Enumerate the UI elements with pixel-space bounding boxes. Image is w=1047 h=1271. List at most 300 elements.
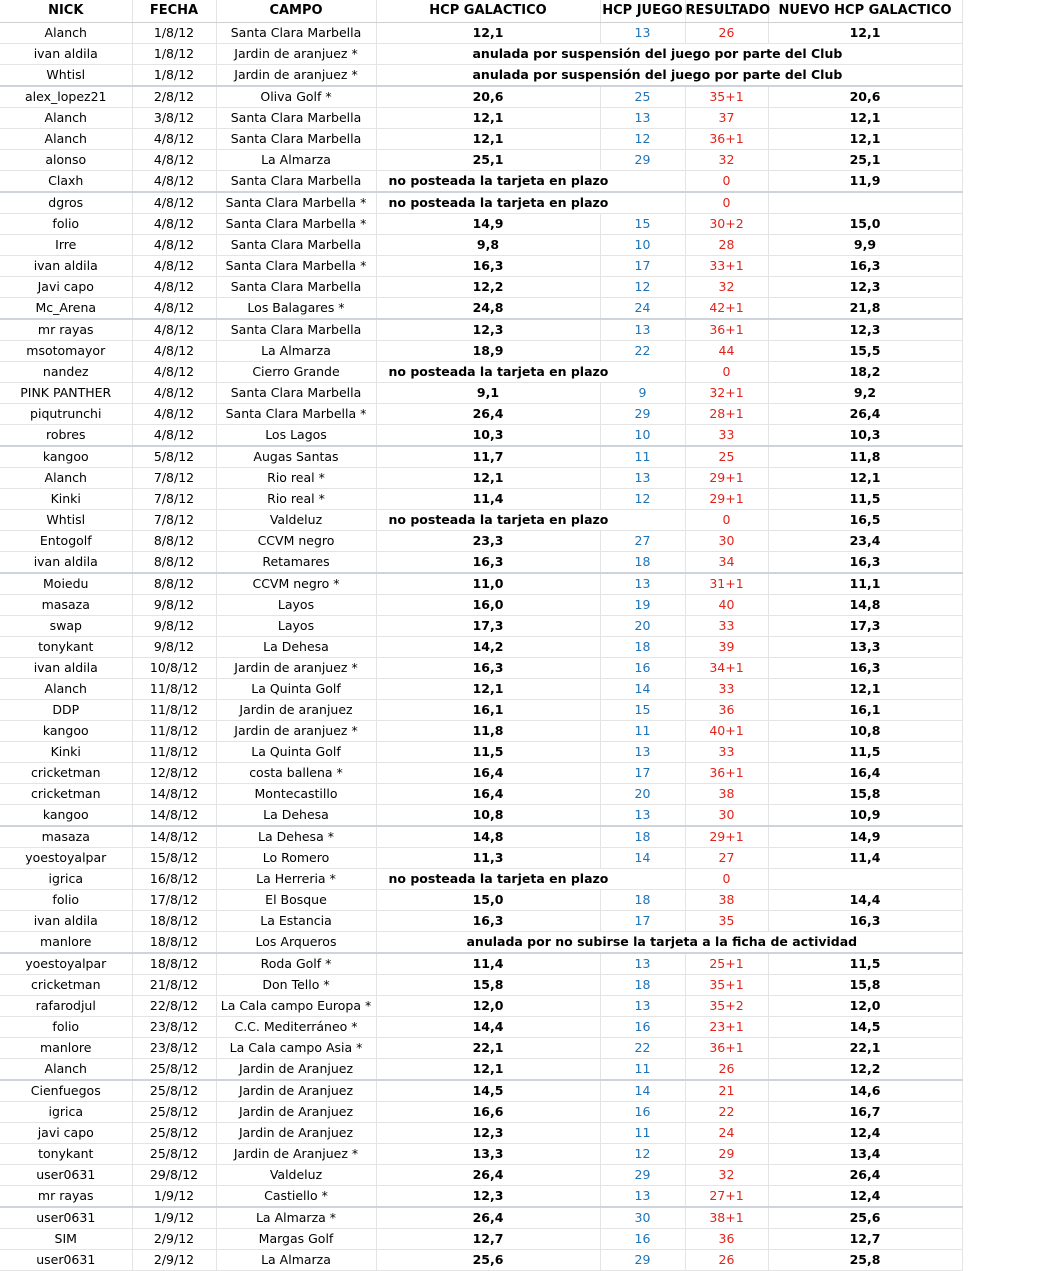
cell-nick: DDP [0, 700, 132, 721]
cell-resultado: 35+2 [685, 996, 768, 1017]
cell-hcp-galactico: 11,0 [376, 573, 600, 595]
cell-hcp-juego: 24 [600, 298, 685, 320]
cell-nuevo-hcp: 23,4 [768, 531, 962, 552]
cell-resultado: 29 [685, 1144, 768, 1165]
cell-campo: Santa Clara Marbella * [216, 192, 376, 214]
cell-hcp-galactico: 23,3 [376, 531, 600, 552]
cell-fecha: 4/8/12 [132, 277, 216, 298]
header-nick: NICK [0, 0, 132, 23]
table-row [0, 1102, 962, 1123]
cell-fecha: 4/8/12 [132, 214, 216, 235]
table-row [0, 23, 962, 44]
table-row [0, 911, 962, 932]
cell-nick: Claxh [0, 171, 132, 193]
cell-fecha: 4/8/12 [132, 404, 216, 425]
header-nuevo-hcp: NUEVO HCP GALACTICO [768, 0, 962, 23]
cell-nick: swap [0, 616, 132, 637]
cell-campo: La Cala campo Europa * [216, 996, 376, 1017]
cell-campo: Don Tello * [216, 975, 376, 996]
cell-fecha: 9/8/12 [132, 595, 216, 616]
cell-hcp-juego: 13 [600, 1186, 685, 1208]
cell-campo: Santa Clara Marbella [216, 235, 376, 256]
cell-nick: igrica [0, 869, 132, 890]
cell-nuevo-hcp: 11,8 [768, 446, 962, 468]
cell-nuevo-hcp: 25,8 [768, 1250, 962, 1271]
cell-campo: La Almarza * [216, 1207, 376, 1229]
cell-nuevo-hcp: 22,1 [768, 1038, 962, 1059]
cell-nick: folio [0, 1017, 132, 1038]
table-row [0, 425, 962, 447]
cell-nick: msotomayor [0, 341, 132, 362]
cell-resultado: 33 [685, 425, 768, 447]
cell-hcp-juego: 16 [600, 1017, 685, 1038]
cell-nuevo-hcp: 12,4 [768, 1186, 962, 1208]
cell-hcp-galactico: 12,1 [376, 129, 600, 150]
cell-campo: Lo Romero [216, 848, 376, 869]
cell-nuevo-hcp: 13,3 [768, 637, 962, 658]
cell-hcp-juego: 11 [600, 721, 685, 742]
cell-nick: kangoo [0, 721, 132, 742]
cell-nuevo-hcp: 11,4 [768, 848, 962, 869]
cell-fecha: 18/8/12 [132, 911, 216, 932]
cell-resultado: 25 [685, 446, 768, 468]
cell-campo: Cierro Grande [216, 362, 376, 383]
table-row [0, 1186, 962, 1208]
cell-nick: manlore [0, 932, 132, 954]
cell-hcp-juego: 29 [600, 1250, 685, 1271]
cell-nuevo-hcp: 11,5 [768, 742, 962, 763]
cell-campo: Jardin de aranjuez * [216, 65, 376, 87]
table-row [0, 616, 962, 637]
cell-fecha: 4/8/12 [132, 425, 216, 447]
cell-nuevo-hcp: 11,5 [768, 489, 962, 510]
cell-resultado: 24 [685, 1123, 768, 1144]
cell-hcp-juego: 18 [600, 975, 685, 996]
cell-fecha: 1/9/12 [132, 1207, 216, 1229]
cell-nuevo-hcp: 10,9 [768, 805, 962, 827]
cell-hcp-juego: 20 [600, 784, 685, 805]
table-row [0, 848, 962, 869]
cell-hcp-galactico: 26,4 [376, 1207, 600, 1229]
cell-nuevo-hcp: 16,3 [768, 911, 962, 932]
cell-fecha: 25/8/12 [132, 1080, 216, 1102]
table-row [0, 552, 962, 574]
cell-resultado: 39 [685, 637, 768, 658]
cell-resultado: 26 [685, 1059, 768, 1081]
cell-resultado: 36 [685, 700, 768, 721]
cell-fecha: 11/8/12 [132, 679, 216, 700]
cell-resultado: 32 [685, 150, 768, 171]
cell-resultado: 32 [685, 277, 768, 298]
cell-campo: Rio real * [216, 468, 376, 489]
cell-hcp-juego: 18 [600, 637, 685, 658]
cell-resultado: 31+1 [685, 573, 768, 595]
cell-nick: ivan aldila [0, 552, 132, 574]
cell-resultado: 21 [685, 1080, 768, 1102]
cell-resultado: 26 [685, 23, 768, 44]
cell-hcp-juego: 17 [600, 256, 685, 277]
cell-campo: La Quinta Golf [216, 742, 376, 763]
table-row [0, 805, 962, 827]
cell-note: no posteada la tarjeta en plazo [376, 192, 685, 214]
cell-hcp-galactico: 12,2 [376, 277, 600, 298]
cell-hcp-galactico: 14,9 [376, 214, 600, 235]
cell-hcp-galactico: 26,4 [376, 1165, 600, 1186]
cell-hcp-galactico: 12,3 [376, 1123, 600, 1144]
cell-nick: Alanch [0, 23, 132, 44]
header-fecha: FECHA [132, 0, 216, 23]
cell-resultado: 36 [685, 1229, 768, 1250]
table-row [0, 637, 962, 658]
cell-campo: Santa Clara Marbella * [216, 404, 376, 425]
cell-resultado: 22 [685, 1102, 768, 1123]
cell-campo: Jardin de aranjuez * [216, 721, 376, 742]
cell-campo: Valdeluz [216, 510, 376, 531]
cell-nuevo-hcp: 16,3 [768, 256, 962, 277]
cell-campo: La Dehesa [216, 805, 376, 827]
cell-resultado: 35 [685, 911, 768, 932]
table-row [0, 932, 962, 954]
cell-campo: Augas Santas [216, 446, 376, 468]
cell-hcp-juego: 12 [600, 1144, 685, 1165]
cell-fecha: 4/8/12 [132, 129, 216, 150]
cell-resultado: 23+1 [685, 1017, 768, 1038]
cell-resultado: 30 [685, 805, 768, 827]
cell-resultado: 33 [685, 742, 768, 763]
cell-nick: yoestoyalpar [0, 953, 132, 975]
cell-hcp-galactico: 11,3 [376, 848, 600, 869]
cell-nick: folio [0, 214, 132, 235]
cell-nick: mr rayas [0, 1186, 132, 1208]
table-row [0, 1229, 962, 1250]
cell-resultado: 36+1 [685, 1038, 768, 1059]
cell-nick: PINK PANTHER [0, 383, 132, 404]
cell-fecha: 25/8/12 [132, 1123, 216, 1144]
cell-hcp-juego: 16 [600, 658, 685, 679]
cell-nuevo-hcp: 16,4 [768, 763, 962, 784]
cell-hcp-juego: 29 [600, 1165, 685, 1186]
cell-fecha: 18/8/12 [132, 932, 216, 954]
cell-nuevo-hcp: 12,0 [768, 996, 962, 1017]
cell-hcp-galactico: 18,9 [376, 341, 600, 362]
cell-nuevo-hcp: 12,1 [768, 468, 962, 489]
cell-fecha: 14/8/12 [132, 784, 216, 805]
cell-campo: Jardin de Aranjuez [216, 1080, 376, 1102]
table-row [0, 383, 962, 404]
cell-hcp-juego: 13 [600, 108, 685, 129]
cell-fecha: 7/8/12 [132, 489, 216, 510]
cell-hcp-juego: 15 [600, 214, 685, 235]
table-row [0, 235, 962, 256]
cell-nick: Alanch [0, 129, 132, 150]
cell-nick: Kinki [0, 742, 132, 763]
cell-hcp-juego: 22 [600, 1038, 685, 1059]
cell-nuevo-hcp: 16,1 [768, 700, 962, 721]
cell-campo: La Almarza [216, 150, 376, 171]
cell-hcp-juego: 19 [600, 595, 685, 616]
cell-fecha: 12/8/12 [132, 763, 216, 784]
table-row [0, 784, 962, 805]
cell-hcp-galactico: 12,7 [376, 1229, 600, 1250]
cell-fecha: 11/8/12 [132, 700, 216, 721]
cell-nick: masaza [0, 595, 132, 616]
cell-nick: igrica [0, 1102, 132, 1123]
cell-hcp-galactico: 12,1 [376, 108, 600, 129]
cell-campo: Los Arqueros [216, 932, 376, 954]
cell-nuevo-hcp: 25,1 [768, 150, 962, 171]
cell-note: no posteada la tarjeta en plazo [376, 869, 685, 890]
cell-fecha: 21/8/12 [132, 975, 216, 996]
cell-nick: kangoo [0, 446, 132, 468]
cell-fecha: 4/8/12 [132, 235, 216, 256]
cell-nuevo-hcp: 12,1 [768, 679, 962, 700]
cell-hcp-galactico: 11,5 [376, 742, 600, 763]
cell-note: anulada por suspensión del juego por parte del Club [376, 44, 962, 65]
table-row [0, 763, 962, 784]
cell-nuevo-hcp: 15,8 [768, 975, 962, 996]
cell-nick: Whtisl [0, 510, 132, 531]
cell-nuevo-hcp: 14,4 [768, 890, 962, 911]
cell-campo: La Dehesa * [216, 826, 376, 848]
cell-nick: javi capo [0, 1123, 132, 1144]
table-row [0, 996, 962, 1017]
cell-fecha: 10/8/12 [132, 658, 216, 679]
table-row [0, 573, 962, 595]
cell-hcp-juego: 18 [600, 890, 685, 911]
cell-hcp-juego: 13 [600, 23, 685, 44]
cell-fecha: 4/8/12 [132, 171, 216, 193]
cell-fecha: 1/8/12 [132, 65, 216, 87]
table-row [0, 319, 962, 341]
cell-fecha: 25/8/12 [132, 1059, 216, 1081]
cell-hcp-juego: 10 [600, 425, 685, 447]
cell-fecha: 7/8/12 [132, 468, 216, 489]
table-row [0, 150, 962, 171]
cell-hcp-juego: 30 [600, 1207, 685, 1229]
cell-fecha: 8/8/12 [132, 573, 216, 595]
cell-nick: alex_lopez21 [0, 86, 132, 108]
table-row [0, 510, 962, 531]
table-row [0, 1207, 962, 1229]
cell-fecha: 2/9/12 [132, 1229, 216, 1250]
cell-fecha: 16/8/12 [132, 869, 216, 890]
cell-fecha: 4/8/12 [132, 298, 216, 320]
cell-hcp-juego: 11 [600, 1123, 685, 1144]
cell-hcp-galactico: 10,8 [376, 805, 600, 827]
cell-nuevo-hcp: 13,4 [768, 1144, 962, 1165]
cell-nuevo-hcp: 14,5 [768, 1017, 962, 1038]
cell-hcp-galactico: 16,1 [376, 700, 600, 721]
cell-fecha: 25/8/12 [132, 1102, 216, 1123]
cell-hcp-juego: 13 [600, 468, 685, 489]
cell-nuevo-hcp: 10,3 [768, 425, 962, 447]
table-row [0, 700, 962, 721]
table-row [0, 44, 962, 65]
cell-hcp-juego: 16 [600, 1229, 685, 1250]
cell-hcp-galactico: 10,3 [376, 425, 600, 447]
cell-nick: piqutrunchi [0, 404, 132, 425]
cell-nuevo-hcp [768, 869, 962, 890]
cell-campo: Santa Clara Marbella [216, 108, 376, 129]
cell-campo: La Quinta Golf [216, 679, 376, 700]
cell-nick: Cienfuegos [0, 1080, 132, 1102]
cell-nick: tonykant [0, 1144, 132, 1165]
table-row [0, 86, 962, 108]
cell-nick: cricketman [0, 763, 132, 784]
header-hcp-juego: HCP JUEGO [600, 0, 685, 23]
cell-campo: Oliva Golf * [216, 86, 376, 108]
cell-nuevo-hcp: 14,6 [768, 1080, 962, 1102]
cell-campo: Santa Clara Marbella * [216, 214, 376, 235]
cell-hcp-juego: 29 [600, 404, 685, 425]
cell-hcp-juego: 16 [600, 1102, 685, 1123]
cell-nuevo-hcp: 25,6 [768, 1207, 962, 1229]
table-row [0, 1080, 962, 1102]
cell-resultado: 32+1 [685, 383, 768, 404]
cell-hcp-juego: 12 [600, 129, 685, 150]
cell-nick: Alanch [0, 468, 132, 489]
cell-campo: La Herreria * [216, 869, 376, 890]
cell-nick: user0631 [0, 1165, 132, 1186]
cell-hcp-juego: 13 [600, 573, 685, 595]
cell-hcp-juego: 17 [600, 911, 685, 932]
cell-hcp-juego: 18 [600, 826, 685, 848]
cell-campo: Jardin de Aranjuez [216, 1059, 376, 1081]
cell-nick: ivan aldila [0, 44, 132, 65]
cell-nuevo-hcp: 11,1 [768, 573, 962, 595]
cell-fecha: 14/8/12 [132, 805, 216, 827]
cell-hcp-galactico: 9,8 [376, 235, 600, 256]
cell-campo: costa ballena * [216, 763, 376, 784]
cell-hcp-galactico: 12,1 [376, 679, 600, 700]
cell-nuevo-hcp: 12,3 [768, 277, 962, 298]
table-row [0, 1123, 962, 1144]
header-campo: CAMPO [216, 0, 376, 23]
cell-resultado: 38 [685, 784, 768, 805]
table-row [0, 742, 962, 763]
cell-hcp-juego: 11 [600, 446, 685, 468]
cell-nick: ivan aldila [0, 256, 132, 277]
cell-nick: folio [0, 890, 132, 911]
cell-nuevo-hcp: 12,3 [768, 319, 962, 341]
cell-hcp-galactico: 14,4 [376, 1017, 600, 1038]
cell-nuevo-hcp: 11,5 [768, 953, 962, 975]
cell-resultado: 29+1 [685, 826, 768, 848]
cell-nuevo-hcp [768, 192, 962, 214]
cell-hcp-galactico: 22,1 [376, 1038, 600, 1059]
cell-campo: Los Balagares * [216, 298, 376, 320]
cell-fecha: 2/8/12 [132, 86, 216, 108]
cell-nuevo-hcp: 12,1 [768, 108, 962, 129]
table-row [0, 108, 962, 129]
cell-resultado: 42+1 [685, 298, 768, 320]
cell-fecha: 1/8/12 [132, 23, 216, 44]
cell-hcp-galactico: 16,4 [376, 763, 600, 784]
table-row [0, 953, 962, 975]
cell-campo: Santa Clara Marbella [216, 171, 376, 193]
cell-nick: manlore [0, 1038, 132, 1059]
cell-fecha: 17/8/12 [132, 890, 216, 911]
table-row [0, 65, 962, 87]
cell-nick: tonykant [0, 637, 132, 658]
cell-nuevo-hcp: 15,5 [768, 341, 962, 362]
cell-hcp-juego: 22 [600, 341, 685, 362]
cell-resultado: 29+1 [685, 468, 768, 489]
cell-nick: mr rayas [0, 319, 132, 341]
header-hcp-galactico: HCP GALACTICO [376, 0, 600, 23]
cell-campo: Jardin de aranjuez * [216, 44, 376, 65]
cell-hcp-galactico: 16,3 [376, 552, 600, 574]
cell-resultado: 27+1 [685, 1186, 768, 1208]
cell-fecha: 22/8/12 [132, 996, 216, 1017]
cell-fecha: 23/8/12 [132, 1017, 216, 1038]
cell-hcp-galactico: 11,7 [376, 446, 600, 468]
cell-nick: Moiedu [0, 573, 132, 595]
cell-nick: Alanch [0, 108, 132, 129]
cell-nick: nandez [0, 362, 132, 383]
cell-hcp-juego: 18 [600, 552, 685, 574]
table-row [0, 489, 962, 510]
cell-hcp-galactico: 14,8 [376, 826, 600, 848]
cell-hcp-juego: 10 [600, 235, 685, 256]
cell-campo: La Dehesa [216, 637, 376, 658]
cell-resultado: 35+1 [685, 86, 768, 108]
table-row [0, 1017, 962, 1038]
cell-nuevo-hcp: 12,1 [768, 23, 962, 44]
cell-resultado: 44 [685, 341, 768, 362]
cell-fecha: 11/8/12 [132, 721, 216, 742]
cell-fecha: 18/8/12 [132, 953, 216, 975]
table-row [0, 1038, 962, 1059]
cell-hcp-juego: 13 [600, 805, 685, 827]
cell-campo: Santa Clara Marbella [216, 319, 376, 341]
cell-resultado: 30+2 [685, 214, 768, 235]
cell-resultado: 37 [685, 108, 768, 129]
cell-fecha: 9/8/12 [132, 616, 216, 637]
cell-nick: ivan aldila [0, 658, 132, 679]
cell-nick: Alanch [0, 679, 132, 700]
cell-campo: Retamares [216, 552, 376, 574]
cell-nuevo-hcp: 15,0 [768, 214, 962, 235]
table-row [0, 256, 962, 277]
cell-hcp-galactico: 16,0 [376, 595, 600, 616]
cell-nuevo-hcp: 15,8 [768, 784, 962, 805]
cell-nuevo-hcp: 16,3 [768, 552, 962, 574]
cell-hcp-juego: 25 [600, 86, 685, 108]
cell-nick: user0631 [0, 1250, 132, 1271]
table-row [0, 129, 962, 150]
cell-hcp-galactico: 11,4 [376, 489, 600, 510]
cell-resultado: 30 [685, 531, 768, 552]
cell-resultado: 36+1 [685, 763, 768, 784]
cell-resultado: 38+1 [685, 1207, 768, 1229]
cell-campo: La Cala campo Asia * [216, 1038, 376, 1059]
table-row [0, 1165, 962, 1186]
cell-fecha: 25/8/12 [132, 1144, 216, 1165]
cell-resultado: 28 [685, 235, 768, 256]
cell-nick: yoestoyalpar [0, 848, 132, 869]
table-row [0, 404, 962, 425]
cell-hcp-juego: 17 [600, 763, 685, 784]
table-row [0, 277, 962, 298]
cell-nick: Irre [0, 235, 132, 256]
cell-resultado: 34 [685, 552, 768, 574]
cell-campo: Jardin de aranjuez [216, 700, 376, 721]
cell-note: no posteada la tarjeta en plazo [376, 510, 685, 531]
cell-resultado: 0 [685, 510, 768, 531]
cell-hcp-galactico: 16,3 [376, 256, 600, 277]
cell-campo: Rio real * [216, 489, 376, 510]
